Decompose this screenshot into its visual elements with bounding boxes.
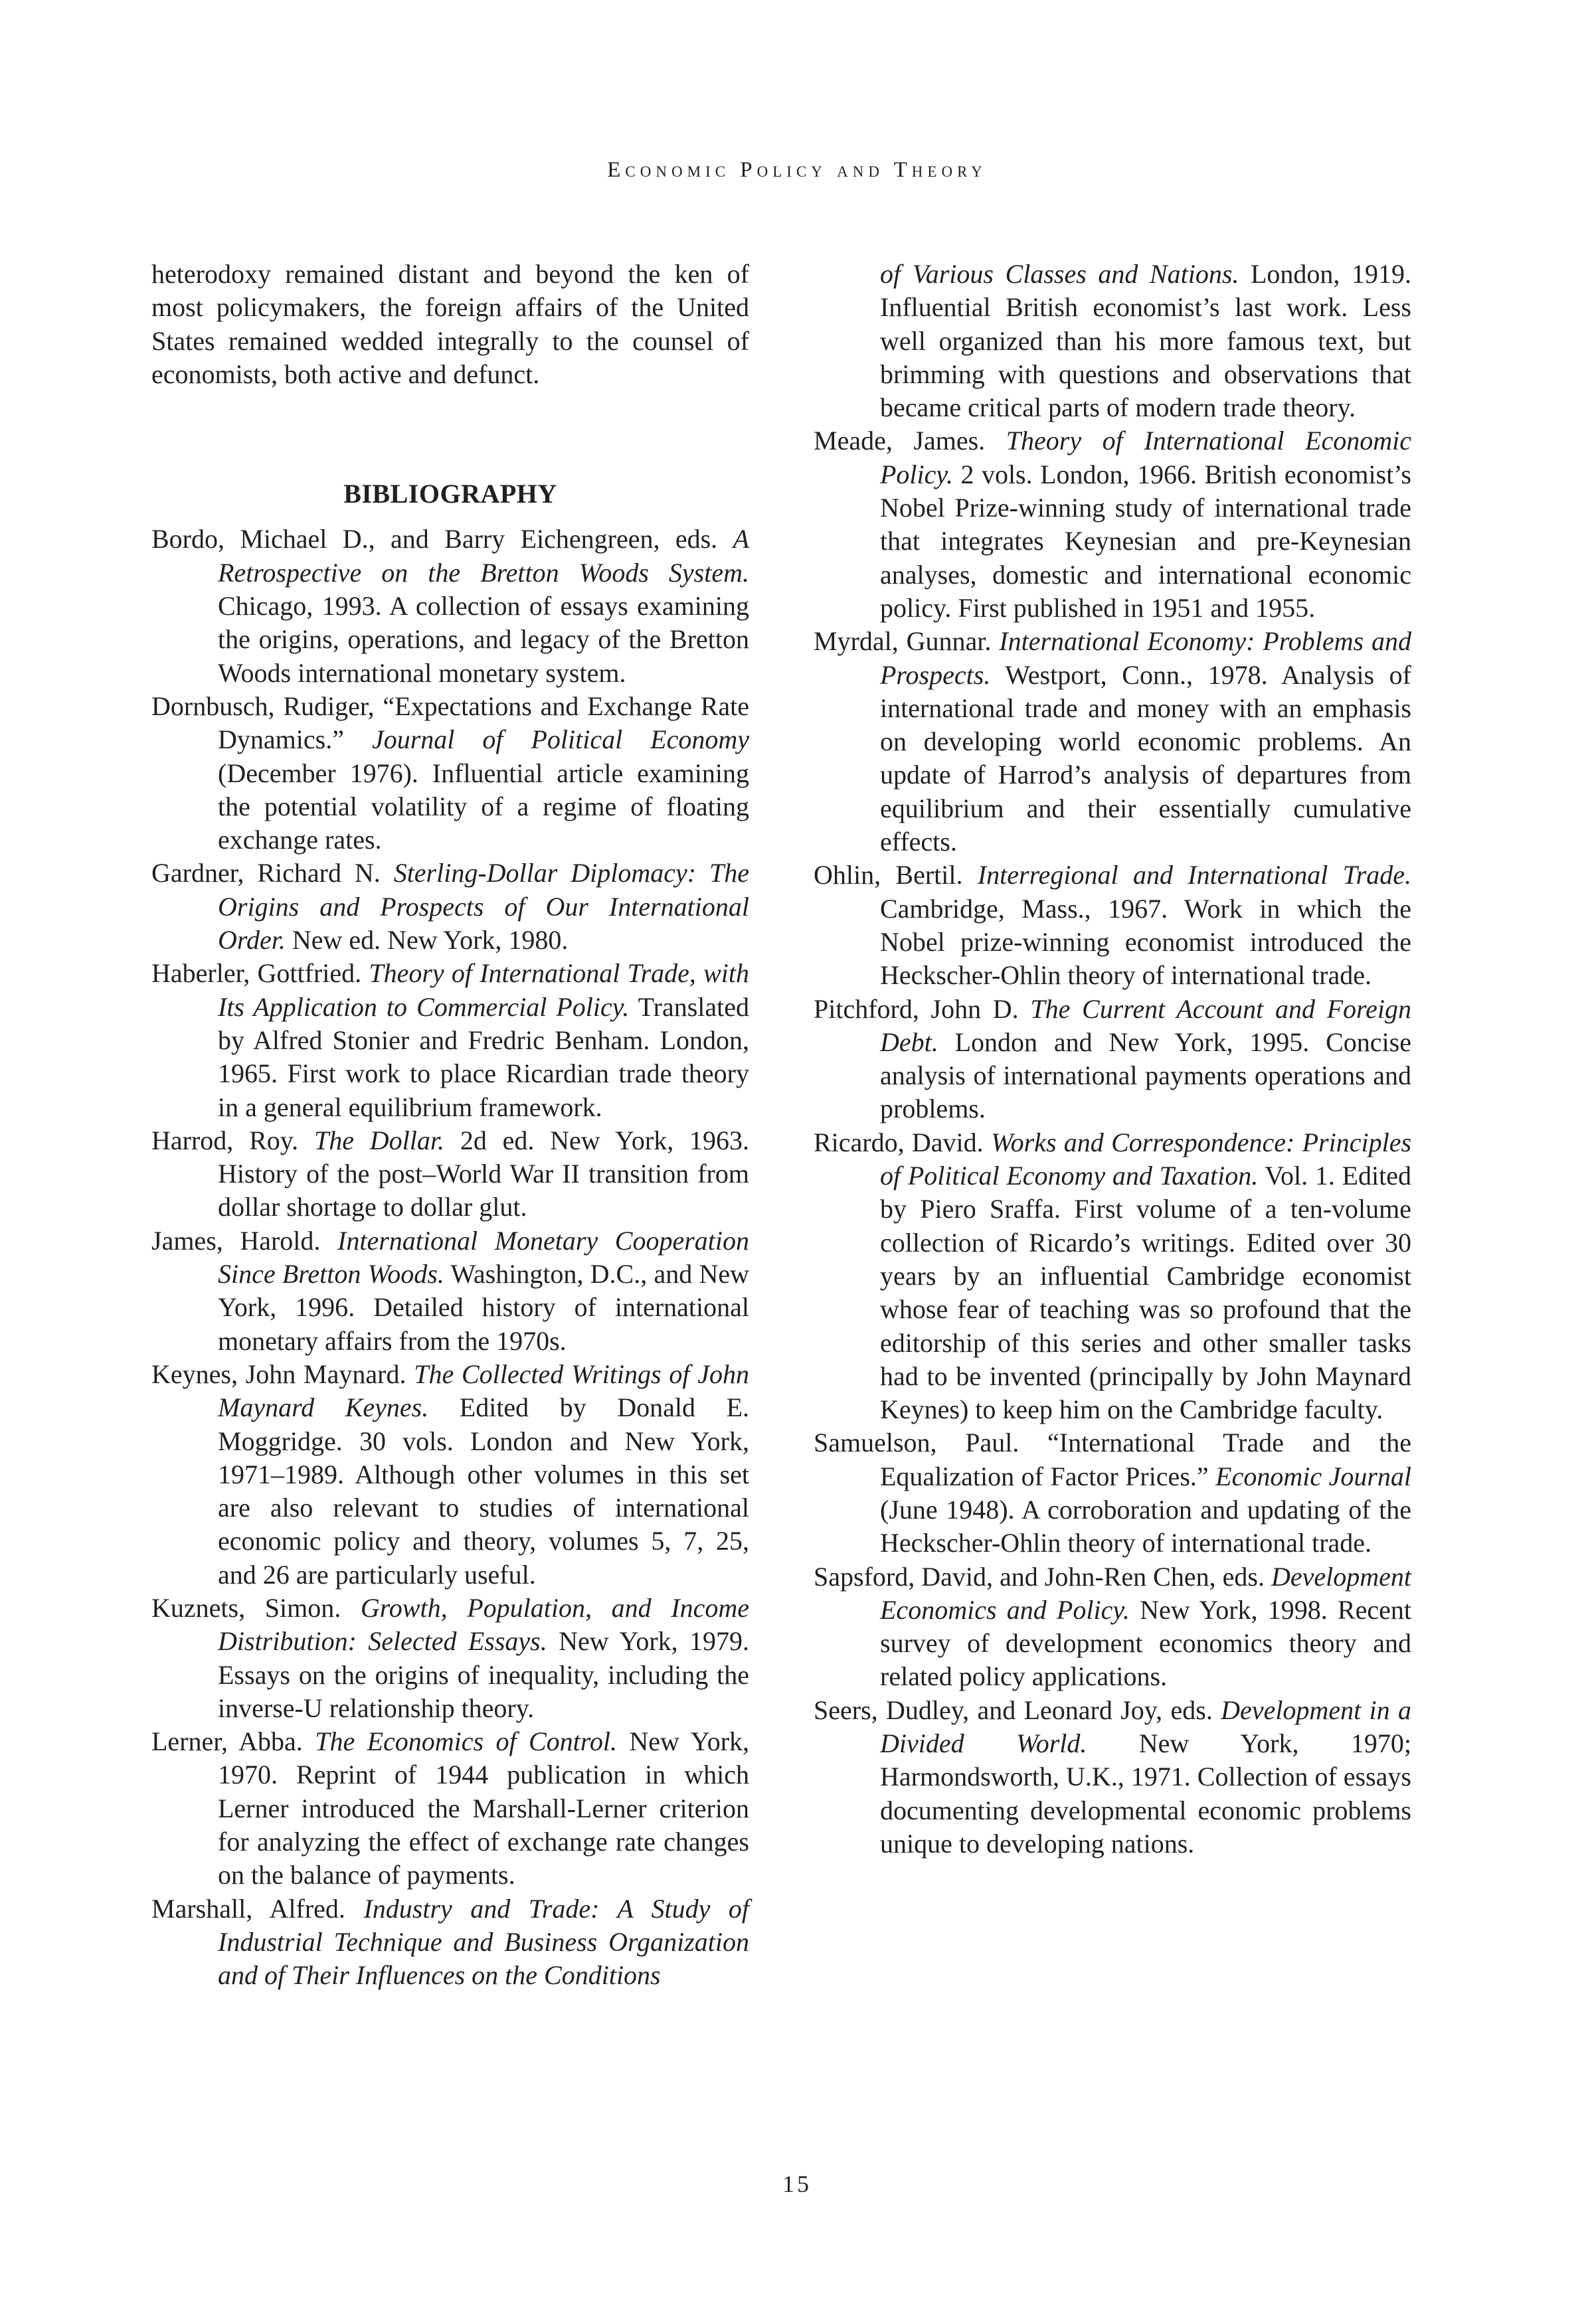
entry-author: Ohlin, Bertil. [814, 860, 963, 890]
entry-author: Harrod, Roy. [151, 1125, 299, 1155]
entry-author: Pitchford, John D. [814, 993, 1019, 1024]
entry-title: of Various Classes and Nations. [880, 259, 1239, 289]
entry-title: Interregional and International Trade. [977, 860, 1411, 890]
bibliography-entry [151, 1358, 749, 1592]
entry-author: Kuznets, Simon. [151, 1592, 341, 1623]
entry-rest: (June 1948). A corroboration and updating of the Heckscher-Ohlin theory of international trade. [880, 1494, 1411, 1558]
entry-title: Development Economics and Policy. [880, 1561, 1411, 1625]
entry-rest: Cambridge, Mass., 1967. Work in which the Nobel prize-winning economist introduced the Heckscher-Ohlin theory of international trade. [880, 893, 1411, 991]
entry-rest: Vol. 1. Edited by Piero Sraffa. First volume of a ten-volume collection of Ricardo’s writings. Edited over 30 years by an influential Cambridge economist whose fear of teaching was so profound that the editorship of this series and other smaller tasks had to be invented (principally by John Maynard Keynes) to keep him on the Cambridge faculty. [880, 1161, 1412, 1425]
entry-author: Meade, James. [814, 426, 986, 456]
entry-rest: London, 1919. Influential British economist’s last work. Less well organized than his more famous text, but brimming with questions and observations that became critical parts of modern trade theory. [880, 259, 1412, 423]
entry-author: Gardner, Richard N. [151, 858, 381, 888]
entry-rest: Westport, Conn., 1978. Analysis of international trade and money with an emphasis on developing world economic problems. An update of Harrod’s analysis of departures from equilibrium and their essentially cumulative effects. [880, 659, 1411, 857]
entry-title: The Current Account and Foreign Debt. [880, 993, 1411, 1057]
entry-rest: New York, 1979. Essays on the origins of inequality, including the inverse-U relationship theory. [218, 1626, 749, 1723]
bibliography-entry [151, 1725, 749, 1892]
bibliography-entry [814, 1426, 1411, 1560]
bibliography-entry [151, 1892, 749, 1993]
entry-author: Samuelson, Paul. “International Trade and the Equalization of Factor Prices.” [814, 1428, 1411, 1491]
right-column [814, 258, 1411, 1861]
bibliography-entry [814, 1694, 1411, 1861]
bibliography-entry [814, 424, 1411, 625]
bibliography-entry [151, 1124, 749, 1224]
bibliography-entry-continuation [814, 258, 1411, 424]
entry-author: James, Harold. [151, 1225, 321, 1256]
entry-rest: Edited by Donald E. Moggridge. 30 vols. London and New York, 1971–1989. Although other volumes in this set are also relevant to studies of international economic policy and theory, volumes 5, 7, 25, and 26 are particularly useful. [218, 1392, 749, 1590]
entry-author: Marshall, Alfred. [151, 1893, 345, 1924]
entry-title: Theory of International Economic Policy. [880, 426, 1411, 489]
entry-title: The Dollar. [313, 1125, 445, 1155]
bibliography-entry [151, 690, 749, 857]
entry-title: The Collected Writings of John Maynard Keynes. [218, 1359, 750, 1423]
entry-title: The Economics of Control. [315, 1726, 617, 1757]
entry-title: Theory of International Trade, with Its Application to Commercial Policy. [218, 958, 750, 1022]
bibliography-entry [151, 957, 749, 1123]
bibliography-entry [814, 1126, 1411, 1427]
bibliography-entry [814, 1560, 1411, 1694]
entry-author: Lerner, Abba. [151, 1726, 303, 1757]
entry-title: Economic Journal [1215, 1461, 1412, 1491]
entry-title: Journal of Political Economy [371, 724, 749, 755]
entry-title: Works and Correspondence: Principles of Political Economy and Taxation. [880, 1127, 1412, 1191]
entry-rest: Translated by Alfred Stonier and Fredric Benham. London, 1965. First work to place Ricardian trade theory in a general equilibrium framework. [218, 991, 750, 1122]
entry-rest: Chicago, 1993. A collection of essays examining the origins, operations, and legacy of the Bretton Woods international monetary system. [218, 591, 749, 688]
entry-rest: New York, 1970. Reprint of 1944 publication in which Lerner introduced the Marshall-Lerner criterion for analyzing the effect of exchange rate changes on the balance of payments. [218, 1726, 750, 1890]
entry-title: Growth, Population, and Income Distribution: Selected Essays. [218, 1592, 749, 1657]
entry-title: Development in a Divided World. [880, 1695, 1411, 1759]
running-head: Economic Policy and Theory [607, 158, 987, 182]
bibliography-entry [151, 523, 749, 689]
bibliography-entry [814, 993, 1411, 1126]
entry-author: Dornbusch, Rudiger, “Expectations and Exchange Rate Dynamics.” [151, 691, 749, 755]
bibliography-heading: BIBLIOGRAPHY [343, 479, 557, 509]
entry-rest: New York, 1970; Harmondsworth, U.K., 1971. Collection of essays documenting developmental economic problems unique to developing nations. [880, 1728, 1411, 1859]
entry-author: Sapsford, David, and John-Ren Chen, eds. [814, 1561, 1265, 1592]
entry-rest: 2d ed. New York, 1963. History of the post–World War II transition from dollar shortage to dollar glut. [218, 1125, 749, 1222]
left-column [151, 258, 749, 1993]
bibliography-entry [151, 857, 749, 957]
intro-paragraph: heterodoxy remained distant and beyond the ken of most policymakers, the foreign affairs of the United States remained wedded integrally to the counsel of economists, both active and defunct. [151, 259, 749, 389]
bibliography-entry [814, 625, 1411, 859]
bibliography-entry [814, 859, 1411, 992]
entry-author: Ricardo, David. [814, 1127, 984, 1157]
entry-title: International Monetary Cooperation Since Bretton Woods. [218, 1225, 750, 1289]
entry-author: Keynes, John Maynard. [151, 1359, 406, 1389]
page-number: 15 [782, 2171, 812, 2197]
entry-rest: New York, 1998. Recent survey of development economics theory and related policy applications. [880, 1594, 1411, 1692]
entry-rest: London and New York, 1995. Concise analysis of international payments operations and problems. [880, 1027, 1411, 1124]
entry-rest: Washington, D.C., and New York, 1996. Detailed history of international monetary affairs from the 1970s. [218, 1259, 749, 1356]
entry-title: Industry and Trade: A Study of Industrial Technique and Business Organization and of Their Influences on the Conditions [218, 1893, 750, 1991]
bibliography-entry [151, 1224, 749, 1358]
entry-rest: 2 vols. London, 1966. British economist’s Nobel Prize-winning study of international trade that integrates Keynesian and pre-Keynesian analyses, domestic and international economic policy. First published in 1951 and 1955. [880, 459, 1411, 623]
entry-author: Seers, Dudley, and Leonard Joy, eds. [814, 1695, 1213, 1725]
entry-rest: New ed. New York, 1980. [292, 925, 569, 955]
entry-rest: (December 1976). Influential article examining the potential volatility of a regime of floating exchange rates. [218, 758, 749, 855]
entry-title: International Economy: Problems and Prospects. [880, 626, 1412, 690]
entry-title: A Retrospective on the Bretton Woods System. [218, 524, 749, 588]
bibliography-entry [151, 1592, 749, 1725]
entry-author: Bordo, Michael D., and Barry Eichengreen, eds. [151, 524, 718, 554]
entry-author: Haberler, Gottfried. [151, 958, 362, 989]
entry-author: Myrdal, Gunnar. [814, 626, 992, 657]
entry-title: Sterling-Dollar Diplomacy: The Origins and Prospects of Our International Order. [218, 858, 749, 955]
